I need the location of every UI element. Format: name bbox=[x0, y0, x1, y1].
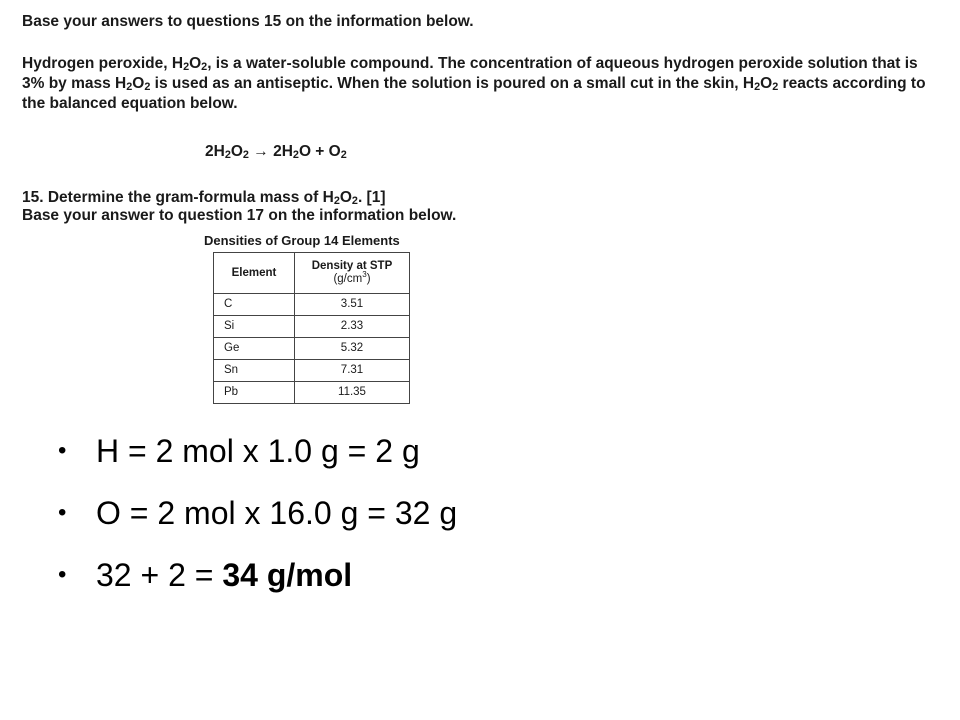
question-17-intro: Base your answer to question 17 on the information below. bbox=[22, 207, 457, 224]
bullet-hydrogen-mass bbox=[56, 422, 457, 484]
q15-part: O bbox=[339, 189, 352, 206]
table-row bbox=[214, 360, 410, 382]
density-table bbox=[213, 252, 410, 404]
answer-value: 34 g/mol bbox=[222, 557, 353, 593]
eq-part: 2H bbox=[205, 143, 225, 160]
table-row bbox=[214, 382, 410, 404]
subscript: 2 bbox=[340, 149, 347, 161]
cell-density: 5.32 bbox=[295, 338, 410, 360]
cell-element: Pb bbox=[214, 382, 295, 404]
table-title: Densities of Group 14 Elements bbox=[204, 233, 400, 248]
bullet-marker: • bbox=[58, 499, 67, 526]
cell-density: 11.35 bbox=[295, 382, 410, 404]
subscript: 2 bbox=[292, 149, 299, 161]
bullet-total-mass bbox=[56, 546, 457, 608]
cell-density: 3.51 bbox=[295, 294, 410, 316]
question-15 bbox=[22, 188, 386, 208]
cell-element: Sn bbox=[214, 360, 295, 382]
superscript: 3 bbox=[362, 270, 367, 279]
cell-element: Ge bbox=[214, 338, 295, 360]
eq-part: O bbox=[230, 143, 243, 160]
subscript: 2 bbox=[183, 61, 190, 73]
intro-text: Base your answers to questions 15 on the information below. bbox=[22, 13, 474, 30]
table-row bbox=[214, 316, 410, 338]
para-part: O bbox=[189, 55, 202, 72]
header-density-unit bbox=[333, 270, 371, 285]
answer-bullet-list bbox=[56, 422, 457, 608]
q15-part: 15. Determine the gram-formula mass of H bbox=[22, 189, 334, 206]
subscript: 2 bbox=[351, 195, 358, 207]
eq-part: 2H bbox=[273, 143, 293, 160]
cell-element: Si bbox=[214, 316, 295, 338]
header-density-line1: Density at STP bbox=[311, 260, 393, 272]
cell-density: 7.31 bbox=[295, 360, 410, 382]
bullet-oxygen-mass bbox=[56, 484, 457, 546]
bullet-text: O = 2 mol x 16.0 g = 32 g bbox=[96, 495, 458, 531]
balanced-equation bbox=[205, 142, 347, 162]
subscript: 2 bbox=[224, 149, 231, 161]
subscript: 2 bbox=[144, 81, 151, 93]
q15-part: . [1] bbox=[357, 189, 386, 206]
subscript: 2 bbox=[772, 81, 779, 93]
unit-part: (g/cm bbox=[333, 273, 363, 285]
para-part: , is a water-soluble compound. The concentration of aqueous hydrogen peroxide solution that is 3% by mass H bbox=[22, 55, 918, 92]
bullet-text: 32 + 2 = bbox=[96, 557, 223, 593]
para-part: O bbox=[760, 75, 773, 92]
subscript: 2 bbox=[126, 81, 133, 93]
eq-part: O + O bbox=[298, 143, 341, 160]
header-density bbox=[295, 253, 410, 294]
table-header-row bbox=[214, 253, 410, 294]
bullet-text: H = 2 mol x 1.0 g = 2 g bbox=[96, 433, 420, 469]
table-row bbox=[214, 338, 410, 360]
header-element: Element bbox=[214, 253, 295, 294]
subscript: 2 bbox=[201, 61, 208, 73]
arrow-icon: → bbox=[248, 143, 274, 160]
para-part: O bbox=[132, 75, 145, 92]
subscript: 2 bbox=[754, 81, 761, 93]
table-row bbox=[214, 294, 410, 316]
bullet-marker: • bbox=[58, 561, 67, 588]
cell-element: C bbox=[214, 294, 295, 316]
para-part: reacts according to the balanced equation below. bbox=[22, 75, 926, 112]
hydrogen-peroxide-paragraph bbox=[22, 54, 937, 114]
subscript: 2 bbox=[333, 195, 340, 207]
cell-density: 2.33 bbox=[295, 316, 410, 338]
subscript: 2 bbox=[242, 149, 249, 161]
para-part: is used as an antiseptic. When the solution is poured on a small cut in the skin, H bbox=[150, 75, 755, 92]
unit-part: ) bbox=[366, 273, 371, 285]
para-part: Hydrogen peroxide, H bbox=[22, 55, 184, 72]
bullet-marker: • bbox=[58, 437, 67, 464]
